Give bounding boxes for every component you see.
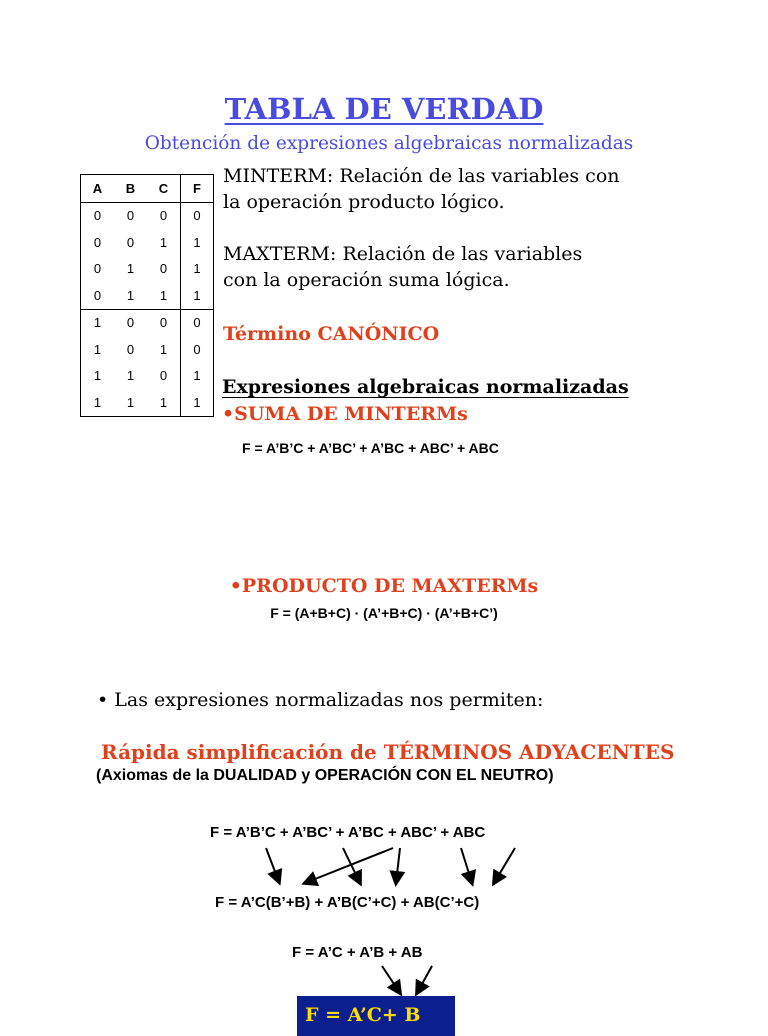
cell: 0 xyxy=(181,309,214,336)
cell: 1 xyxy=(93,394,102,410)
header-a: A xyxy=(92,180,103,196)
normalized-heading: Expresiones algebraicas normalizadas xyxy=(222,376,629,398)
result-box xyxy=(297,996,455,1036)
header-f: F xyxy=(181,175,214,203)
arrow-line xyxy=(417,966,432,993)
cell: 0 xyxy=(147,309,181,336)
result-formula: F = A’C+ B xyxy=(305,1004,421,1026)
step3-formula: F = A’C + A’B + AB xyxy=(292,944,423,961)
page-subtitle: Obtención de expresiones algebraicas normalizadas xyxy=(144,133,634,154)
cell: 0 xyxy=(159,261,168,277)
header-c: C xyxy=(158,180,169,196)
minterm-line-2: la operación producto lógico. xyxy=(223,191,505,213)
cell: 1 xyxy=(159,234,168,250)
cell: 0 xyxy=(114,309,147,336)
step1-formula: F = A’B’C + A’BC’ + A’BC + ABC’ + ABC xyxy=(210,824,486,841)
arrow-line xyxy=(305,848,393,883)
cell: 1 xyxy=(126,261,135,277)
cell: 1 xyxy=(181,282,214,309)
simplification-heading: Rápida simplificación de TÉRMINOS ADYACENTES xyxy=(101,740,675,764)
cell: 0 xyxy=(93,287,102,303)
sum-minterms-formula: F = A’B’C + A’BC’ + A’BC + ABC’ + ABC xyxy=(242,440,499,456)
cell: 1 xyxy=(159,394,168,410)
cell: 0 xyxy=(93,261,102,277)
cell: 0 xyxy=(159,208,168,224)
cell: 0 xyxy=(126,234,135,250)
arrow-line xyxy=(461,848,472,883)
bullet-text: • Las expresiones normalizadas nos permiten: xyxy=(97,689,544,711)
minterm-line-1: MINTERM: Relación de las variables con xyxy=(223,165,620,187)
step2-formula: F = A’C(B’+B) + A’B(C’+C) + AB(C’+C) xyxy=(215,894,480,911)
product-maxterms-formula: F = (A+B+C) · (A’+B+C) · (A’+B+C’) xyxy=(270,605,498,621)
maxterm-line-2: con la operación suma lógica. xyxy=(223,269,510,291)
cell: 0 xyxy=(126,208,135,224)
cell: 1 xyxy=(181,256,214,283)
header-b: B xyxy=(125,180,136,196)
canonical-term-heading: Término CANÓNICO xyxy=(223,323,440,345)
cell: 0 xyxy=(159,368,168,384)
cell: 0 xyxy=(93,234,102,250)
arrow-line xyxy=(494,848,515,883)
sum-minterms-label: •SUMA DE MINTERMs xyxy=(222,403,468,425)
arrow-line xyxy=(343,848,360,883)
product-maxterms-label: •PRODUCTO DE MAXTERMs xyxy=(229,575,539,597)
cell: 1 xyxy=(181,389,214,416)
arrow-line xyxy=(382,966,400,993)
maxterm-line-1: MAXTERM: Relación de las variables xyxy=(223,243,583,265)
cell: 0 xyxy=(126,341,135,357)
cell: 0 xyxy=(181,202,214,229)
cell: 0 xyxy=(181,336,214,363)
cell: 1 xyxy=(93,341,102,357)
simplification-subheading: (Axiomas de la DUALIDAD y OPERACIÓN CON EL NEUTRO) xyxy=(96,767,554,784)
page-title: TABLA DE VERDAD xyxy=(224,92,544,126)
cell: 1 xyxy=(159,287,168,303)
cell: 1 xyxy=(126,368,135,384)
cell: 1 xyxy=(81,309,115,336)
cell: 1 xyxy=(126,287,135,303)
cell: 0 xyxy=(93,208,102,224)
cell: 1 xyxy=(181,363,214,390)
arrow-line xyxy=(396,848,400,883)
cell: 1 xyxy=(159,341,168,357)
arrow-line xyxy=(266,848,279,882)
cell: 1 xyxy=(126,394,135,410)
cell: 1 xyxy=(181,229,214,256)
cell: 1 xyxy=(93,368,102,384)
